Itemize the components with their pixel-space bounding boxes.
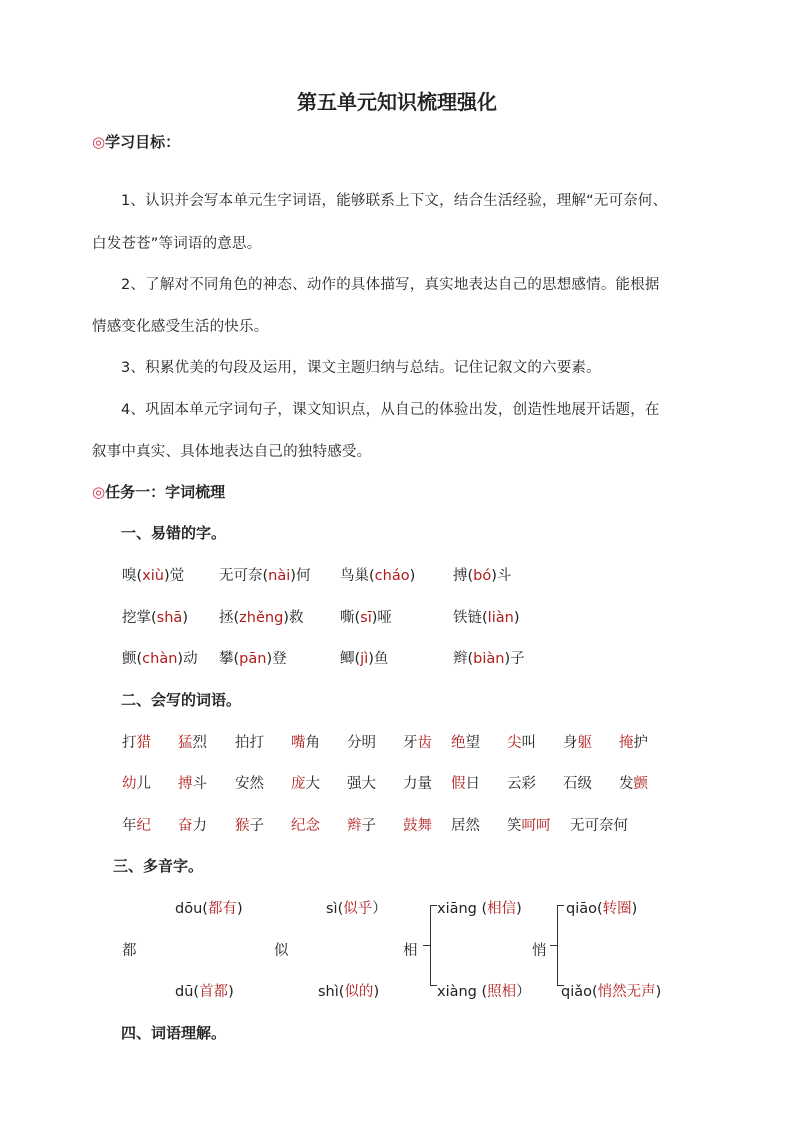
poly-qiao-char: 悄 — [532, 943, 547, 959]
error-char-item: 搏(bó)斗 — [453, 568, 512, 584]
word-item: 绝望 — [451, 735, 480, 751]
error-char-item: 颤(chàn)动 — [122, 651, 198, 667]
word-item: 云彩 — [507, 776, 536, 792]
word-item: 石级 — [563, 776, 592, 792]
bullet-icon: ◎ — [92, 133, 106, 151]
word-item: 牙齿 — [403, 735, 432, 751]
word-item: 鼓舞 — [403, 818, 432, 834]
error-char-item: 鲫(jì)鱼 — [340, 651, 389, 667]
goal-1-line-1: 1、认识并会写本单元生字词语，能够联系上下文，结合生活经验，理解“无可奈何、 — [121, 193, 668, 209]
error-char-item: 嘶(sī)哑 — [340, 610, 392, 626]
word-item: 猛烈 — [178, 735, 207, 751]
word-item: 掩护 — [619, 735, 648, 751]
word-item: 无可奈何 — [570, 818, 628, 834]
poly-si-top: sì(似乎） — [326, 901, 387, 917]
word-item: 假日 — [451, 776, 480, 792]
word-item: 安然 — [235, 776, 264, 792]
bullet-icon: ◎ — [92, 483, 106, 501]
poly-si-bottom: shì(似的) — [318, 984, 380, 1000]
error-char-item: 鸟巢(cháo) — [340, 568, 416, 584]
goal-2-line-1: 2、了解对不同角色的神态、动作的具体描写，真实地表达自己的思想感情。能根据 — [121, 277, 660, 293]
brace-xiang-bottom — [430, 945, 437, 986]
section-write-words: 二、会写的词语。 — [121, 691, 242, 709]
word-item: 猴子 — [235, 818, 264, 834]
word-item: 辫子 — [347, 818, 376, 834]
error-char-item: 攀(pān)登 — [219, 651, 287, 667]
error-char-item: 嗅(xiù)觉 — [122, 568, 185, 584]
word-item: 打猎 — [122, 735, 151, 751]
poly-qiao-bottom: qiǎo(悄然无声) — [561, 984, 662, 1000]
word-item: 笑呵呵 — [507, 818, 551, 834]
brace-xiang-top — [430, 905, 437, 946]
goal-3-line-1: 3、积累优美的句段及运用，课文主题归纳与总结。记住记叙文的六要素。 — [121, 360, 601, 376]
word-item: 庞大 — [291, 776, 320, 792]
poly-xiang-char: 相 — [403, 943, 418, 959]
brace-qiao-tip — [550, 945, 558, 946]
word-item: 发颤 — [619, 776, 648, 792]
section-polyphones: 三、多音字。 — [113, 857, 204, 875]
word-item: 嘴角 — [291, 735, 320, 751]
goal-1-line-2: 白发苍苍”等词语的意思。 — [92, 236, 262, 252]
word-item: 年纪 — [122, 818, 151, 834]
word-item: 纪念 — [291, 818, 320, 834]
word-item: 拍打 — [235, 735, 264, 751]
page-title: 第五单元知识梳理强化 — [297, 90, 497, 114]
brace-xiang-tip — [423, 945, 431, 946]
section-word-meaning: 四、词语理解。 — [121, 1024, 227, 1042]
poly-xiang-top: xiāng (相信) — [437, 901, 522, 917]
poly-dou-bottom: dū(首都) — [175, 984, 234, 1000]
word-item: 居然 — [451, 818, 480, 834]
goals-heading-text: 学习目标： — [105, 133, 181, 151]
word-item: 分明 — [347, 735, 376, 751]
word-item: 强大 — [347, 776, 376, 792]
word-item: 身躯 — [563, 735, 592, 751]
section-error-prone: 一、易错的字。 — [121, 524, 227, 542]
error-char-item: 无可奈(nài)何 — [219, 568, 311, 584]
error-char-item: 辫(biàn)子 — [453, 651, 525, 667]
task1-heading — [92, 481, 225, 502]
word-item: 幼儿 — [122, 776, 151, 792]
goals-heading — [92, 131, 180, 152]
word-item: 搏斗 — [178, 776, 207, 792]
error-char-item: 铁链(liàn) — [453, 610, 520, 626]
word-item: 尖叫 — [507, 735, 536, 751]
word-item: 力量 — [403, 776, 432, 792]
brace-qiao-top — [557, 905, 564, 946]
error-char-item: 拯(zhěng)救 — [219, 610, 304, 626]
goal-4-line-1: 4、巩固本单元字词句子，课文知识点，从自己的体验出发，创造性地展开话题，在 — [121, 402, 660, 418]
error-char-item: 挖掌(shā) — [122, 610, 188, 626]
goal-4-line-2: 叙事中真实、具体地表达自己的独特感受。 — [92, 444, 372, 460]
poly-qiao-top: qiāo(转圈) — [566, 901, 638, 917]
task1-heading-text: 任务一：字词梳理 — [105, 483, 226, 501]
poly-dou-top: dōu(都有) — [175, 901, 243, 917]
goal-2-line-2: 情感变化感受生活的快乐。 — [92, 319, 269, 335]
poly-dou-char: 都 — [122, 943, 137, 959]
poly-xiang-bottom: xiàng (照相） — [437, 984, 531, 1000]
poly-si-char: 似 — [274, 943, 289, 959]
word-item: 奋力 — [178, 818, 207, 834]
